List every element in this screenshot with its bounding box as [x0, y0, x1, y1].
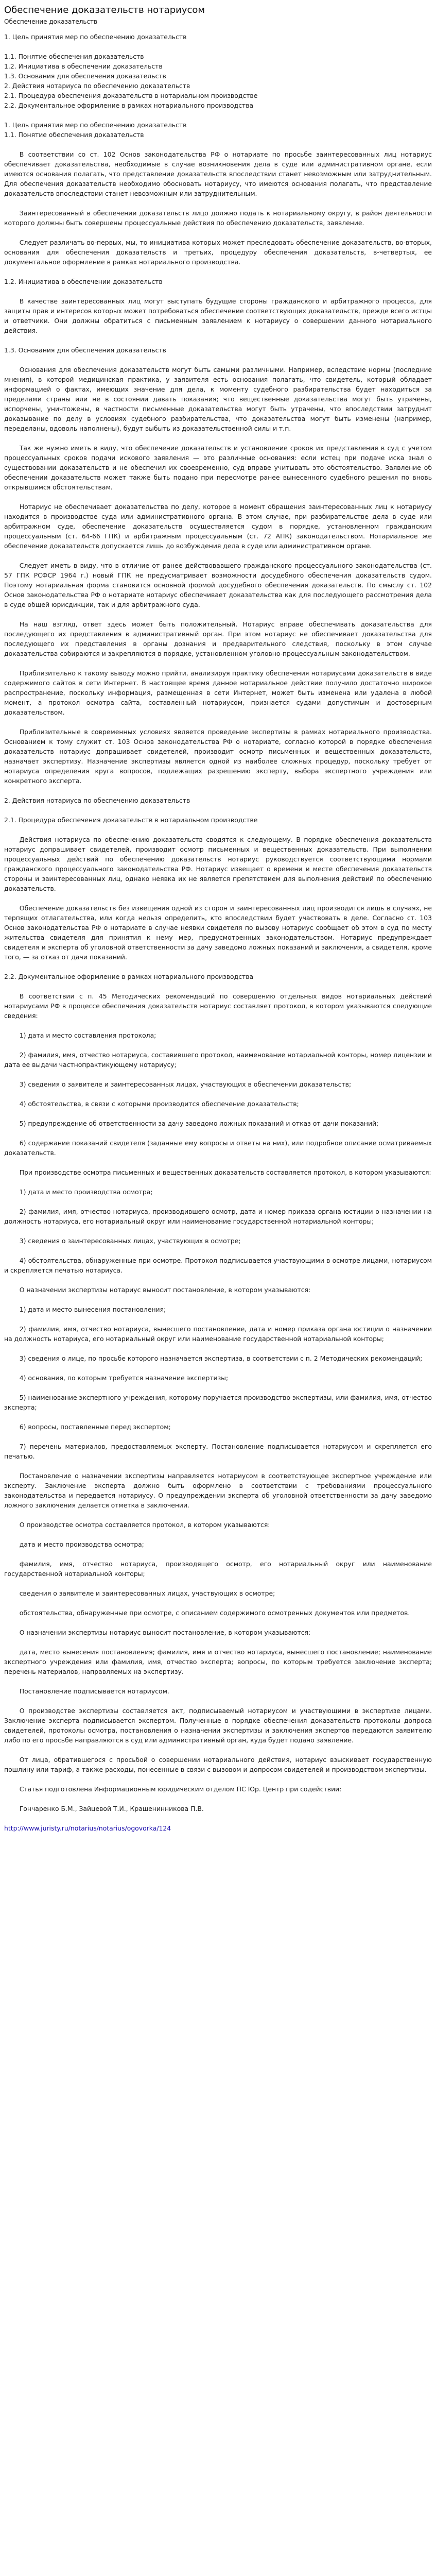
toc-item: 2.1. Процедура обеспечения доказательств в нотариальном производстве [4, 92, 258, 99]
paragraph: О назначении экспертизы нотариус выносит постановление, в котором указываются: [19, 1629, 311, 1636]
paragraph: О назначении экспертизы нотариус выносит постановление, в котором указываются: [19, 1286, 311, 1294]
paragraph: Основания для обеспечения доказательств могут быть самыми различными. Например, вследствие нормы (последние мнения), в которой медицинская практика, у заявителя есть основания полагать, что свидетель, который обладает информацией о фактах, имеющих значение для дела, к моменту судебного разбирательства будет находиться за пределами страны или не в состоянии давать показания; что вещественные доказательства могут быть утрачены, испорчены, уничтожены, в частности письменные доказательства могут быть утрачены, что впоследствии затруднит доказывание по делу в условиях судебного разбирательства, что доказательства могут быть изменены (например, переделаны, вдоволь наполнены), будут выбыть из доказательственной силы и т.п. [4, 366, 432, 432]
paragraph: обстоятельства, обнаруженные при осмотре, с описанием содержимого осмотренных документов или предметов. [19, 1609, 410, 1617]
paragraph: О производстве осмотра составляется протокол, в котором указываются: [19, 1521, 270, 1529]
paragraph: 3) сведения о заявителе и заинтересованных лицах, участвующих в обеспечении доказательств; [19, 1080, 352, 1088]
paragraph: Постановление о назначении экспертизы направляется нотариусом в соответствующее экспертное учреждение или эксперту. Заключение эксперта должно быть оформлено в соответствии с требованиями процессуального законодательства и передается нотариусу. О предупреждении эксперта об уголовной ответственности за дачу заведомо ложного заключения делается отметка в заключении. [4, 1472, 432, 1509]
paragraph: 6) вопросы, поставленные перед экспертом; [19, 1423, 171, 1431]
paragraph: 4) основания, по которым требуется назначение экспертизы; [19, 1374, 229, 1382]
section-heading: 1.3. Основания для обеспечения доказательств [4, 346, 166, 354]
paragraph: сведения о заявителе и заинтересованных лицах, участвующих в осмотре; [19, 1589, 275, 1597]
paragraph: Заинтересованный в обеспечении доказательств лицо должно подать к нотариальному округу, в район деятельности которого должны быть совершены процессуальные действия по обеспечению доказательств, заявление. [4, 209, 432, 227]
article-body [4, 32, 432, 1833]
paragraph: На наш взгляд, ответ здесь может быть положительный. Нотариус вправе обеспечивать доказательства для последующего их представления в административный орган. При этом нотариус не обеспечивает доказательства для последующего их представления в органы дознания и предварительного следствия, поскольку в этом случае доказательства собираются и закрепляются в порядке, установленном уголовно-процессуальным законодательством. [4, 620, 432, 657]
source-paragraph [4, 1823, 432, 1833]
paragraph: 5) наименование экспертного учреждения, которому поручается производство экспертизы, или фамилия, имя, отчество эксперта; [4, 1394, 432, 1411]
paragraph: В соответствии со ст. 102 Основ законодательства РФ о нотариате по просьбе заинтересованных лиц нотариус обеспечивает доказательства, необходимые в случае возникновения дела в суде или административном органе, если имеются основания полагать, что представление доказательств впоследствии станет невозможным или затруднительным. Для обеспечения доказательств необходимо обосновать нотариусу, что имеются основания полагать, что представление доказательств впоследствии станет невозможным или затруднительным. [4, 150, 432, 197]
paragraph: 1) дата и место производства осмотра; [19, 1188, 153, 1196]
spacer [4, 110, 432, 120]
paragraph: От лица, обратившегося с просьбой о совершении нотариального действия, нотариус взыскивает государственную пошлину или тариф, а также расходы, понесенные в связи с вызовом и допросом свидетелей и производством экспертизы. [4, 1756, 432, 1773]
toc-item: 1.3. Основания для обеспечения доказательств [4, 72, 166, 80]
paragraph: 2) фамилия, имя, отчество нотариуса, вынесшего постановление, дата и номер приказа органа юстиции о назначении на должность нотариуса, его нотариальный округ или наименование государственной нотариальной конторы; [4, 1325, 432, 1343]
paragraph: Так же нужно иметь в виду, что обеспечение доказательств и установление сроков их представления в суд с учетом процессуальных сроков подачи искового заявления — это различные основания: если истец при подаче иска знал о существовании доказательств и не обеспечил их своевременно, суд вправе учитывать это обстоятельство. Заявление об обеспечении доказательств может также быть подано при пересмотре ранее вынесенного судебного решения по вновь открывшимся обстоятельствам. [4, 444, 432, 491]
page-title: Обеспечение доказательств нотариусом [4, 5, 205, 15]
paragraph: 6) содержание показаний свидетеля (заданные ему вопросы и ответы на них), или подробное описание осматриваемых доказательств. [4, 1139, 432, 1157]
paragraph: 2) фамилия, имя, отчество нотариуса, производившего осмотр, дата и номер приказа органа юстиции о назначении на должность нотариуса, его нотариальный округ или наименование государственной нотариальной конторы; [4, 1208, 432, 1225]
page-subtitle: Обеспечение доказательств [4, 18, 98, 25]
paragraph: 1) дата и место составления протокола; [19, 1031, 156, 1039]
paragraph: Приблизительно к такому выводу можно прийти, анализируя практику обеспечения нотариусами доказательств в виде содержимого сайтов в сети Интернет. В настоящее время данное нотариальное действие получило достаточно широкое распространение, поскольку информация, размещенная в сети Интернет, может быть изменена или удалена в любой момент, а протокол осмотра сайта, составленный нотариусом, признается судами допустимым и достоверным доказательством. [4, 669, 432, 716]
paragraph: 7) перечень материалов, предоставляемых эксперту. Постановление подписывается нотариусом и скрепляется его печатью. [4, 1443, 432, 1460]
toc-item: 2. Действия нотариуса по обеспечению доказательств [4, 82, 190, 90]
paragraph: 3) сведения о заинтересованных лицах, участвующих в осмотре; [19, 1237, 241, 1245]
paragraph: фамилия, имя, отчество нотариуса, производящего осмотр, его нотариальный округ или наименование государственной нотариальной конторы; [4, 1560, 432, 1578]
toc-item: 1.2. Инициатива в обеспечении доказательств [4, 62, 163, 70]
paragraph: 5) предупреждение об ответственности за дачу заведомо ложных показаний и отказ от дачи показаний; [19, 1120, 379, 1127]
paragraph: дата, место вынесения постановления; фамилия, имя и отчество нотариуса, вынесшего постановление; наименование экспертного учреждения или фамилия, имя, отчество эксперта; вопросы, по которым требуется заключение эксперта; перечень материалов, направляемых на экспертизу. [4, 1648, 432, 1675]
paragraph: Нотариус не обеспечивает доказательства по делу, которое в момент обращения заинтересованных лиц к нотариусу находится в производстве суда или административного органа. В этом случае, при разбирательстве дела в суде или арбитражном суде, обеспечение доказательств осуществляется судом в порядке, установленном гражданским процессуальным (ст. 64-66 ГПК) и арбитражным процессуальным (ст. 72 АПК) законодательством. Нотариальное же обеспечение доказательств допускается лишь до возбуждения дела в суде или административном органе. [4, 503, 432, 550]
toc-item: 1.1. Понятие обеспечения доказательств [4, 53, 144, 60]
paragraph: Следует различать во-первых, мы, то инициатива которых может преследовать обеспечение доказательств, во-вторых, основания для обеспечения доказательств и третьих, процедуру обеспечения доказательств, в-четвертых, ее документальное оформление в рамках нотариального производства. [4, 239, 432, 266]
section-heading: 2.2. Документальное оформление в рамках нотариального производства [4, 973, 254, 980]
toc-item: 2.2. Документальное оформление в рамках нотариального производства [4, 101, 254, 109]
paragraph: 3) сведения о лице, по просьбе которого назначается экспертиза, в соответствии с п. 2 Методических рекомендаций; [19, 1354, 423, 1362]
paragraph: Статья подготовлена Информационным юридическим отделом ПС Юр. Центр при содействии: [19, 1785, 342, 1793]
paragraph: В качестве заинтересованных лиц могут выступать будущие стороны гражданского и арбитражного процесса, для защиты прав и интересов которых может потребоваться обеспечение соответствующих доказательств, прежде всего истцы и ответчики. Они должны обратиться с письменным заявлением к нотариусу о совершении данного нотариального действия. [4, 297, 432, 334]
paragraph: 2) фамилия, имя, отчество нотариуса, составившего протокол, наименование нотариальной конторы, номер лицензии и дата ее выдачи частнопрактикующему нотариусу; [4, 1051, 432, 1069]
paragraph: 4) обстоятельства, в связи с которыми производится обеспечение доказательств; [19, 1100, 299, 1108]
section-heading: 1.2. Инициатива в обеспечении доказательств [4, 278, 163, 285]
toc-item: 1. Цель принятия мер по обеспечению доказательств [4, 121, 187, 129]
section-heading: 2.1. Процедура обеспечения доказательств в нотариальном производстве [4, 816, 258, 824]
paragraph: 4) обстоятельства, обнаруженные при осмотре. Протокол подписывается участвующими в осмотре лицами, нотариусом и скрепляется печатью нотариуса. [4, 1257, 432, 1274]
section-heading: 1.1. Понятие обеспечения доказательств [4, 131, 144, 139]
section-heading: 2. Действия нотариуса по обеспечению доказательств [4, 796, 190, 804]
source-link[interactable]: http://www.juristy.ru/notarius/notarius/ogovorka/124 [4, 1824, 171, 1832]
paragraph: Гончаренко Б.М., Зайцевой Т.И., Крашенинникова П.В. [19, 1805, 204, 1812]
paragraph: Обеспечение доказательств без извещения одной из сторон и заинтересованных лиц производится лишь в случаях, не терпящих отлагательства, или когда нельзя определить, кто впоследствии будет участвовать в деле. Согласно ст. 103 Основ законодательства РФ о нотариате в случае неявки свидетеля по вызову нотариус сообщает об этом в суд по месту жительства свидетеля для принятия к нему мер, предусмотренных законодательством. Нотариус предупреждает свидетеля и эксперта об уголовной ответственности за дачу заведомо ложных показаний и заключения, а свидетеля, кроме того, — за отказ от дачи показаний. [4, 904, 432, 961]
paragraph: В соответствии с п. 45 Методических рекомендаций по совершению отдельных видов нотариальных действий нотариусами РФ в процессе обеспечения доказательств нотариус составляет протокол, в котором указываются следующие сведения: [4, 992, 432, 1020]
paragraph: Следует иметь в виду, что в отличие от ранее действовавшего гражданского процессуального законодательства (ст. 57 ГПК РСФСР 1964 г.) новый ГПК не предусматривает возможности досудебного обеспечения доказательств судом. Поэтому нотариальная форма становится основной формой досудебного обеспечения доказательств. По смыслу ст. 102 Основ законодательства РФ о нотариате нотариус обеспечивает доказательства как для последующего рассмотрения дела в суде общей юрисдикции, так и для арбитражного суда. [4, 562, 432, 608]
paragraph: Постановление подписывается нотариусом. [19, 1687, 169, 1695]
paragraph: Приблизительные в современных условиях является проведение экспертизы в рамках нотариального производства. Основанием к тому служит ст. 103 Основ законодательства РФ о нотариате, согласно которой в порядке обеспечения доказательств нотариус допрашивает свидетелей, производит осмотр письменных и вещественных доказательств, назначает экспертизу. Назначение экспертизы является одной из наиболее сложных процедур, поскольку требует от нотариуса определения круга вопросов, подлежащих разрешению эксперту, выбора экспертного учреждения или конкретного эксперта. [4, 728, 432, 785]
paragraph: При производстве осмотра письменных и вещественных доказательств составляется протокол, в котором указываются: [19, 1168, 431, 1176]
paragraph: дата и место производства осмотра; [19, 1540, 144, 1548]
paragraph: 1) дата и место вынесения постановления; [19, 1306, 166, 1313]
section-heading: 1. Цель принятия мер по обеспечению доказательств [4, 33, 187, 41]
paragraph: О производстве экспертизы составляется акт, подписываемый нотариусом и участвующими в экспертизе лицами. Заключение эксперта подписывается экспертом. Полученные в порядке обеспечения доказательств протоколы допроса свидетелей, протоколы осмотра, постановления о назначении экспертизы и заключения экспертов передаются заявителю либо по его просьбе направляются в суд или административный орган, куда будет подано заявление. [4, 1707, 432, 1744]
paragraph: Действия нотариуса по обеспечению доказательств сводятся к следующему. В порядке обеспечения доказательств нотариус допрашивает свидетелей, производит осмотр письменных и вещественных доказательств. При выполнении процессуальных действий по обеспечению доказательств нотариус руководствуется соответствующими нормами гражданского процессуального законодательства РФ. Нотариус извещает о времени и месте обеспечения доказательств стороны и заинтересованных лиц, однако неявка их не является препятствием для выполнения действий по обеспечению доказательств. [4, 836, 432, 892]
